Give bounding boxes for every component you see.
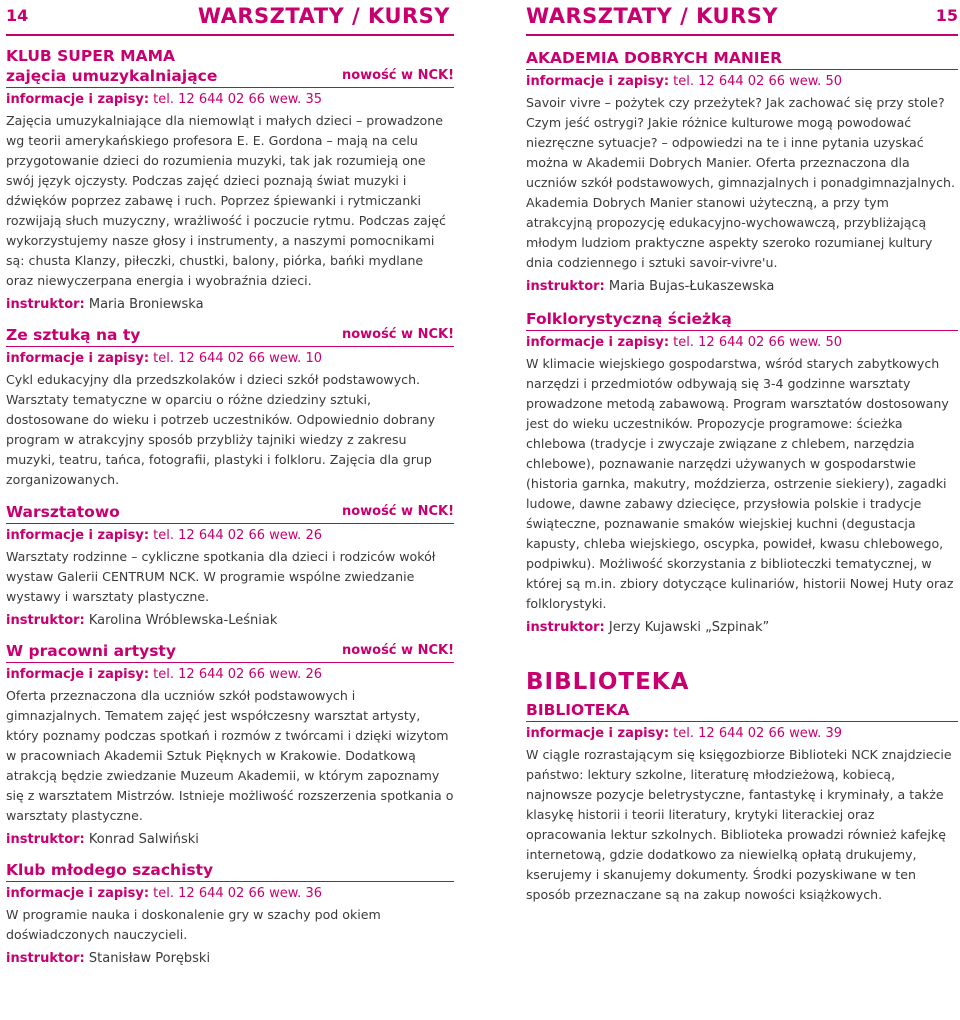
info-phone: tel. 12 644 02 66 wew. 35 [153, 92, 322, 107]
instructor-line [6, 830, 454, 850]
section-biblioteka [526, 668, 958, 905]
info-line [526, 334, 958, 352]
info-line [526, 73, 958, 91]
section-header [6, 641, 454, 663]
instructor-line [6, 295, 454, 315]
info-label: informacje i zapisy: [526, 335, 670, 350]
running-head: WARSZTATY / KURSY [197, 4, 450, 28]
right-page-header [526, 0, 958, 36]
instructor-line [526, 618, 958, 638]
section-header [526, 48, 958, 70]
section-body: Cykl edukacyjny dla przedszkolaków i dzieci szkół podstawowych. Warsztaty tematyczne w oparciu o różne dziedziny sztuki, dostosowane do wieku i potrzeb uczestników. Odpowiednio dobrany program w atrakcyjny sposób przybliży tajniki wiedzy z zakresu muzyki, teatru, tańca, fotografii, plastyki i folkloru. Zajęcia dla grup zorganizowanych. [6, 372, 436, 487]
section-title: AKADEMIA DOBRYCH MANIER [526, 49, 783, 67]
left-page [6, 0, 454, 969]
instructor-name: Stanisław Porębski [88, 951, 211, 966]
section-body: W klimacie wiejskiego gospodarstwa, wśród starych zabytkowych narzędzi i przedmiotów odbywają się 3-4 godzinne warsztaty prowadzone metodą zabawową. Program warsztatów dostosowany jest do wieku uczestników. Propozycje programowe: ścieżka chlebowa (tradycje i zwyczaje związane z chlebem, narzędzia chlebowe), poznawanie narzędzi używanych w gospodarstwie (historia garnka, makutry, moździerza, ostrzenie siekiery), zagadki ludowe, dawne zabawy dziecięce, przysłowia polskie i tradycje świąteczne, poznawanie smaków wiejskiej kuchni (degustacja kapusty, chleba wiejskiego, oscypka, powideł, kwasu chlebowego, podpiwku). Możliwość skorzystania z biblioteczki tematycznej, w której są m.in. zbiory dotyczące kulinariów, historii Nowej Huty oraz folklorystyki. [526, 356, 954, 611]
info-label: informacje i zapisy: [526, 726, 670, 741]
instructor-label: instruktor: [6, 951, 85, 966]
info-line [6, 527, 454, 545]
info-phone: tel. 12 644 02 66 wew. 39 [673, 726, 842, 741]
new-badge: nowość w NCK! [341, 643, 454, 658]
section-title: W pracowni artysty [6, 642, 176, 660]
left-page-header [6, 0, 454, 36]
section-ze-sztuka-na-ty [6, 325, 454, 490]
instructor-line [6, 611, 454, 631]
right-page [526, 0, 958, 905]
section-klub-mlodego-szachisty [6, 860, 454, 969]
instructor-name: Jerzy Kujawski „Szpinak” [608, 620, 770, 635]
library-main-heading: BIBLIOTEKA [526, 669, 690, 695]
section-header [6, 46, 454, 88]
page-number: 14 [6, 6, 29, 25]
info-label: informacje i zapisy: [6, 528, 150, 543]
info-phone: tel. 12 644 02 66 wew. 10 [153, 351, 322, 366]
new-badge: nowość w NCK! [341, 504, 454, 519]
info-phone: tel. 12 644 02 66 wew. 50 [673, 74, 842, 89]
section-header [6, 502, 454, 524]
instructor-line [526, 277, 958, 297]
instructor-label: instruktor: [6, 613, 85, 628]
section-w-pracowni-artysty [6, 641, 454, 850]
instructor-line [6, 949, 454, 969]
new-badge: nowość w NCK! [341, 68, 454, 83]
section-klub-super-mama [6, 46, 454, 315]
info-phone: tel. 12 644 02 66 wew. 36 [153, 886, 322, 901]
info-phone: tel. 12 644 02 66 wew. 26 [153, 667, 322, 682]
section-body: Savoir vivre – pożytek czy przeżytek? Jak zachować się przy stole? Czym jeść ostrygi? Jakie różnice kulturowe mogą powodować niezręczne sytuacje? – odpowiedzi na te i inne pytania uzyskać można w Akademii Dobrych Manier. Oferta przeznaczona dla uczniów szkół podstawowych, gimnazjalnych i ponadgimnazjalnych. Akademia Dobrych Manier stanowi użyteczną, a przy tym atrakcyjną propozycję edukacyjno-wychowawczą, przybliżającą młodym ludziom praktyczne aspekty szeroko rozumianej kultury dnia codziennego i sztuki savoir-vivre'u. [526, 95, 956, 270]
info-line [526, 725, 958, 743]
section-warsztatowo [6, 502, 454, 631]
page-number: 15 [935, 6, 958, 25]
info-line [6, 91, 454, 109]
section-title: Folklorystyczną ścieżką [526, 310, 732, 328]
section-body: W ciągle rozrastającym się księgozbiorze Biblioteki NCK znajdziecie państwo: lektury szkolne, literaturę młodzieżową, kobiecą, najnowsze pozycje beletrystyczne, fantastykę i kryminały, a także klasykę historii i teorii literatury, krytyki literackiej oraz opracowania lektur szkolnych. Biblioteka prowadzi również kafejkę internetową, gdzie dodatkowo za niewielką opłatą drukujemy, kserujemy i skanujemy dokumenty. Środki pozyskiwane w ten sposób przeznaczane są na zakup nowości książkowych. [526, 747, 952, 902]
instructor-label: instruktor: [526, 279, 605, 294]
section-folklorystyczna-sciezka [526, 309, 958, 638]
section-body: W programie nauka i doskonalenie gry w szachy pod okiem doświadczonych nauczycieli. [6, 907, 381, 942]
section-header [526, 309, 958, 331]
instructor-name: Karolina Wróblewska-Leśniak [88, 613, 278, 628]
section-title: KLUB SUPER MAMA [6, 47, 176, 65]
section-title: Klub młodego szachisty [6, 861, 214, 879]
info-label: informacje i zapisy: [6, 351, 150, 366]
new-badge: nowość w NCK! [341, 327, 454, 342]
instructor-label: instruktor: [526, 620, 605, 635]
info-line [6, 350, 454, 368]
instructor-name: Maria Broniewska [88, 297, 204, 312]
info-phone: tel. 12 644 02 66 wew. 26 [153, 528, 322, 543]
section-body: Warsztaty rodzinne – cykliczne spotkania dla dzieci i rodziców wokół wystaw Galerii CENTRUM NCK. W programie wspólne zwiedzanie wystawy i warsztaty plastyczne. [6, 549, 436, 604]
info-label: informacje i zapisy: [6, 92, 150, 107]
running-head: WARSZTATY / KURSY [526, 4, 779, 28]
info-label: informacje i zapisy: [6, 886, 150, 901]
section-body: Zajęcia umuzykalniające dla niemowląt i małych dzieci – prowadzone wg teorii amerykańskiego profesora E. E. Gordona – mają na celu przygotowanie dzieci do rozumienia muzyki, tak jak rozumieją one swój język ojczysty. Podczas zajęć dzieci poznają świat muzyki i dźwięków poprzez zabawę i ruch. Poprzez śpiewanki i rytmiczanki rozwijają słuch muzyczny, wrażliwość i poczucie rytmu. Podczas zajęć wykorzystujemy nasze głosy i instrumenty, a naszymi pomocnikami są: chusta Klanzy, piłeczki, chustki, balony, piórka, bańki mydlane oraz niewyczerpana energia i wyobraźnia dzieci. [6, 113, 446, 288]
instructor-label: instruktor: [6, 832, 85, 847]
instructor-label: instruktor: [6, 297, 85, 312]
section-header [6, 860, 454, 882]
info-line [6, 666, 454, 684]
instructor-name: Konrad Salwiński [88, 832, 199, 847]
section-akademia-dobrych-manier [526, 48, 958, 297]
section-header [6, 325, 454, 347]
section-subtitle: zajęcia umuzykalniające [6, 67, 218, 85]
info-phone: tel. 12 644 02 66 wew. 50 [673, 335, 842, 350]
instructor-name: Maria Bujas-Łukaszewska [608, 279, 775, 294]
info-line [6, 885, 454, 903]
section-title: Ze sztuką na ty [6, 326, 141, 344]
section-title: Warsztatowo [6, 503, 120, 521]
info-label: informacje i zapisy: [526, 74, 670, 89]
section-body: Oferta przeznaczona dla uczniów szkół podstawowych i gimnazjalnych. Tematem zajęć jest współczesny warsztat artysty, który poznamy podczas spotkań i rozmów z twórcami i dzięki wizytom w pracowniach Akademii Sztuk Pięknych w Krakowie. Dodatkową atrakcją będzie zwiedzanie Muzeum Akademii, w którym zapoznamy się z warsztatem Mistrzów. Istnieje możliwość rozszerzenia spotkania o warsztaty plastyczne. [6, 688, 454, 823]
section-header [526, 700, 958, 722]
info-label: informacje i zapisy: [6, 667, 150, 682]
section-title: BIBLIOTEKA [526, 701, 630, 719]
